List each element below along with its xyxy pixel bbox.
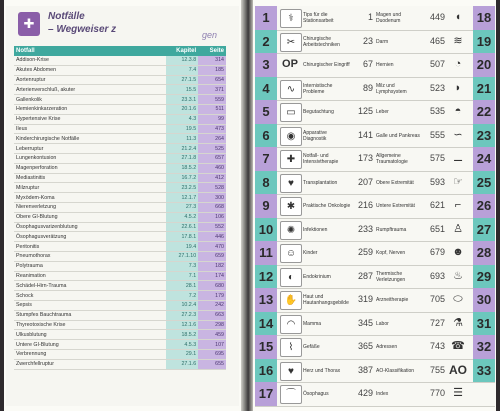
cell-name: Gallenkolik xyxy=(14,95,166,105)
page-header xyxy=(6,6,239,44)
chapter-number[interactable]: 14 xyxy=(255,312,277,336)
table-row xyxy=(14,134,226,144)
chapter-label: Galle und Pankreas xyxy=(376,132,420,139)
tab-row xyxy=(255,194,495,219)
tab-row xyxy=(255,218,495,243)
tab-row xyxy=(255,147,495,172)
cell-chapter: 18.5.2 xyxy=(166,163,198,173)
chapter-label: Milz und Lymphsystem xyxy=(376,82,407,95)
table-row xyxy=(14,359,226,369)
tab-row xyxy=(255,124,495,149)
chapter-label: Darm xyxy=(376,38,389,45)
cell-name: Stumpfes Bauchtrauma xyxy=(14,310,166,320)
table-row xyxy=(14,349,226,359)
chapter-label: Haut und Hautanhangsgebilde xyxy=(303,294,349,306)
cell-name: Milzruptur xyxy=(14,183,166,193)
chapter-number[interactable]: 12 xyxy=(255,265,277,289)
cell-page: 473 xyxy=(198,124,226,134)
op-icon: OP xyxy=(282,58,298,70)
chapter-number[interactable]: 28 xyxy=(473,241,495,265)
table-row xyxy=(14,95,226,105)
table-row xyxy=(14,330,226,340)
breast-icon: ◠ xyxy=(280,315,302,334)
tab-row xyxy=(255,171,495,196)
chapter-page: 287 xyxy=(357,270,373,281)
cell-chapter: 11.3 xyxy=(166,134,198,144)
chapter-page: 593 xyxy=(429,176,445,187)
chapter-page: 727 xyxy=(429,317,445,328)
table-row xyxy=(14,202,226,212)
cell-page: 655 xyxy=(198,359,226,369)
cell-page: 668 xyxy=(198,202,226,212)
heart-icon: ♥ xyxy=(280,362,302,381)
chapter-label: Ösophagus xyxy=(303,391,329,397)
tab-row xyxy=(255,53,495,78)
cell-chapter: 28.1 xyxy=(166,281,198,291)
cell-chapter: 18.5.2 xyxy=(166,330,198,340)
chapter-number[interactable]: 30 xyxy=(473,288,495,312)
table-row xyxy=(14,232,226,242)
chapter-page: 365 xyxy=(357,341,373,351)
chapter-page: 575 xyxy=(429,153,445,163)
chapter-number[interactable]: 25 xyxy=(473,171,495,195)
table-row xyxy=(14,85,226,95)
bacteria-icon: ✺ xyxy=(280,221,302,240)
chapter-page: 621 xyxy=(429,200,445,210)
book-spine xyxy=(241,0,253,411)
chapter-label: Notfall- und Intensivtherapie xyxy=(303,153,339,165)
stethoscope-icon: ⚕ xyxy=(280,9,302,28)
torso-icon: ♙ xyxy=(453,222,463,235)
cell-page: 242 xyxy=(198,300,226,310)
cell-name: Akutes Abdomen xyxy=(14,65,166,75)
tab-row xyxy=(255,241,495,266)
table-row xyxy=(14,300,226,310)
vessel-icon: ⌇ xyxy=(280,338,302,357)
chapter-page: 755 xyxy=(429,364,445,375)
cell-chapter: 7.3 xyxy=(166,261,198,271)
table-row xyxy=(14,163,226,173)
cell-chapter: 20.1.6 xyxy=(166,104,198,114)
tab-row xyxy=(255,77,495,102)
cell-chapter: 27.3 xyxy=(166,202,198,212)
cell-name: Ileus xyxy=(14,124,166,134)
cell-chapter: 7.2 xyxy=(166,291,198,301)
chapter-label: Obere Extremität xyxy=(376,179,414,186)
cell-chapter: 19.5 xyxy=(166,124,198,134)
cell-name: Lungenkontusion xyxy=(14,153,166,163)
chapter-page: 141 xyxy=(357,129,373,140)
table-row xyxy=(14,291,226,301)
cell-chapter: 17.8.1 xyxy=(166,232,198,242)
chapter-page: 173 xyxy=(357,153,373,163)
chapter-label: Chirurgische Arbeitstechniken xyxy=(303,35,340,48)
chapter-label: Gefäße xyxy=(303,344,320,350)
chapter-number[interactable]: 26 xyxy=(473,194,495,218)
chapter-page: 770 xyxy=(429,388,445,398)
chapter-page: 429 xyxy=(357,388,373,398)
chapter-number[interactable]: 2 xyxy=(255,30,277,54)
chapter-label: Labor xyxy=(376,320,389,327)
right-page xyxy=(255,6,495,406)
cell-chapter: 7.4 xyxy=(166,65,198,75)
chapter-label: Kinder xyxy=(303,250,318,256)
chapter-page: 345 xyxy=(357,317,373,328)
chapter-label: Kopf, Nerven xyxy=(376,250,406,256)
cell-chapter: 27.1.6 xyxy=(166,359,198,369)
bone-icon: ⚊ xyxy=(453,152,463,164)
cell-page: 412 xyxy=(198,173,226,183)
chapter-page: 1 xyxy=(367,12,373,22)
table-row xyxy=(14,320,226,330)
cell-page: 654 xyxy=(198,75,226,85)
chapter-page: 216 xyxy=(357,200,373,210)
table-row xyxy=(14,104,226,114)
chapter-number[interactable]: 21 xyxy=(473,77,495,101)
emergency-table xyxy=(14,46,226,370)
tab-row xyxy=(255,30,495,55)
chapter-number[interactable]: 19 xyxy=(473,30,495,54)
chapter-number[interactable]: 22 xyxy=(473,100,495,124)
cell-name: Pneumothorax xyxy=(14,251,166,261)
chapter-number[interactable]: 29 xyxy=(473,265,495,289)
table-row xyxy=(14,281,226,291)
stomach-icon: ◖ xyxy=(454,11,462,23)
chapter-number[interactable]: 20 xyxy=(473,53,495,77)
column-header-name: Notfall xyxy=(14,46,166,56)
cell-page: 182 xyxy=(198,261,226,271)
cell-chapter: 4.5.3 xyxy=(166,340,198,350)
liver-icon: ◓ xyxy=(454,105,462,117)
cell-name: Arterienverschluß, akuter xyxy=(14,85,166,95)
cell-name: Ösophagusvarizenblutung xyxy=(14,222,166,232)
cell-chapter: 27.1.10 xyxy=(166,251,198,261)
cell-page: 460 xyxy=(198,163,226,173)
cell-name: Aortenruptur xyxy=(14,75,166,85)
cell-name: Schädel-Hirn-Trauma xyxy=(14,281,166,291)
cell-chapter: 12.1.6 xyxy=(166,320,198,330)
cell-name: Leberruptur xyxy=(14,144,166,154)
transplant-icon: ♥ xyxy=(280,174,302,193)
ecg-icon: ∿ xyxy=(280,80,302,99)
table-row xyxy=(14,75,226,85)
chapter-label: AO-Klassifikation xyxy=(376,367,415,374)
chapter-label: Internistische Probleme xyxy=(303,82,333,95)
cell-page: 559 xyxy=(198,95,226,105)
chapter-number[interactable]: 33 xyxy=(473,359,495,383)
cell-chapter: 16.7.2 xyxy=(166,173,198,183)
cell-name: Nierenverletzung xyxy=(14,202,166,212)
tab-row xyxy=(255,100,495,125)
table-row xyxy=(14,261,226,271)
cell-name: Magenperforation xyxy=(14,163,166,173)
chapter-label: Hernien xyxy=(376,62,394,68)
cell-name: Obere GI-Blutung xyxy=(14,212,166,222)
chapter-page: 67 xyxy=(362,59,373,69)
chapter-number[interactable]: 13 xyxy=(255,288,277,312)
book-cover-left xyxy=(0,0,4,411)
cell-name: Myxödem-Koma xyxy=(14,193,166,203)
cell-page: 525 xyxy=(198,144,226,154)
esophagus-icon: ⌒ xyxy=(280,385,302,404)
tab-row xyxy=(255,359,495,384)
page-title-line1: Notfälle xyxy=(48,11,85,22)
table-row xyxy=(14,271,226,281)
tab-row xyxy=(255,265,495,290)
chapter-number[interactable]: 9 xyxy=(255,194,277,218)
cell-page: 446 xyxy=(198,232,226,242)
cell-page: 552 xyxy=(198,222,226,232)
cell-name: Ulkusblutung xyxy=(14,330,166,340)
chapter-page: 23 xyxy=(362,35,373,46)
chapter-number[interactable]: 11 xyxy=(255,241,277,265)
bed-icon: ▭ xyxy=(280,103,302,122)
chapter-number[interactable]: 23 xyxy=(473,124,495,148)
surgeon-icon: ✂ xyxy=(280,33,302,52)
cell-name: Hemienkinkarzeration xyxy=(14,104,166,114)
cell-page: 106 xyxy=(198,212,226,222)
arm-icon: ☞ xyxy=(453,175,463,188)
ambulance-icon: ✚ xyxy=(280,150,302,169)
child-icon: ☺ xyxy=(280,244,302,263)
cell-page: 528 xyxy=(198,183,226,193)
cell-chapter: 23.2.5 xyxy=(166,183,198,193)
chapter-label: Tips für die Stationsarbeit xyxy=(303,12,334,24)
chapter-number[interactable]: 4 xyxy=(255,77,277,101)
chapter-number[interactable]: 17 xyxy=(255,382,277,406)
chapter-page: 449 xyxy=(429,12,445,22)
table-row xyxy=(14,251,226,261)
cell-chapter: 15.5 xyxy=(166,85,198,95)
cell-page: 470 xyxy=(198,242,226,252)
chapter-label: Allgemeine Traumatologie xyxy=(376,153,408,165)
chapter-number[interactable]: 3 xyxy=(255,53,277,77)
cell-name: Thyreotoxische Krise xyxy=(14,320,166,330)
leg-icon: ⌐ xyxy=(454,199,462,211)
cell-page: 695 xyxy=(198,349,226,359)
pancreas-icon: ∽ xyxy=(453,128,463,141)
scanner-icon: ◉ xyxy=(280,127,302,146)
chapter-page: 693 xyxy=(429,270,445,281)
chapter-label: Leber xyxy=(376,109,389,115)
chapter-number[interactable]: 15 xyxy=(255,335,277,359)
intestine-icon: ≋ xyxy=(453,34,463,47)
chapter-page: 259 xyxy=(357,247,373,257)
table-row xyxy=(14,310,226,320)
cell-chapter: 27.1.8 xyxy=(166,153,198,163)
chapter-page: 233 xyxy=(357,223,373,234)
column-header-chapter: Kapitel xyxy=(166,46,198,56)
chapter-page: 523 xyxy=(429,82,445,93)
cell-page: 680 xyxy=(198,281,226,291)
cell-name: Zwerchfellruptur xyxy=(14,359,166,369)
chapter-page: 507 xyxy=(429,59,445,69)
cell-chapter: 12.3.8 xyxy=(166,56,198,65)
chapter-label: Adressen xyxy=(376,344,398,350)
hospital-icon: ✚ xyxy=(18,12,40,36)
table-row xyxy=(14,183,226,193)
page-title-line3: gen xyxy=(202,30,218,40)
chapter-page: 535 xyxy=(429,106,445,116)
chapter-number[interactable]: 32 xyxy=(473,335,495,359)
table-row xyxy=(14,242,226,252)
cell-chapter: 19.4 xyxy=(166,242,198,252)
table-row xyxy=(14,340,226,350)
cell-chapter: 4.3 xyxy=(166,114,198,124)
cell-name: Reanimation xyxy=(14,271,166,281)
chapter-label: Untere Extremität xyxy=(376,203,415,209)
cell-chapter: 4.5.2 xyxy=(166,212,198,222)
chapter-label: Herz und Thorax xyxy=(303,367,341,374)
cell-chapter: 21.2.4 xyxy=(166,144,198,154)
chapter-label: Rumpftrauma xyxy=(376,226,407,233)
table-row xyxy=(14,212,226,222)
chapter-label: Infektionen xyxy=(303,226,328,233)
table-row xyxy=(14,153,226,163)
chapter-page: 555 xyxy=(429,129,445,140)
chapter-label: Praktische Onkologie xyxy=(303,203,351,209)
cell-page: 371 xyxy=(198,85,226,95)
oncology-icon: ✱ xyxy=(280,197,302,216)
chapter-label: Chirurgischer Eingriff xyxy=(303,62,350,68)
chapter-number[interactable]: 16 xyxy=(255,359,277,383)
cell-page: 659 xyxy=(198,251,226,261)
page-title-line2: – Wegweiser z xyxy=(48,24,117,35)
chapter-number[interactable]: 7 xyxy=(255,147,277,171)
spleen-icon: ◗ xyxy=(454,81,462,94)
cell-chapter: 10.2.4 xyxy=(166,300,198,310)
index-icon: ☰ xyxy=(453,387,463,399)
chapter-label: Arzneitherapie xyxy=(376,297,409,303)
book-cover-right xyxy=(496,0,500,411)
table-row xyxy=(14,144,226,154)
cell-name: Kinderchirurgische Notfälle xyxy=(14,134,166,144)
chapter-page: 319 xyxy=(357,294,373,304)
chapter-page: 125 xyxy=(357,106,373,116)
chapter-number[interactable]: 5 xyxy=(255,100,277,124)
cell-chapter: 27.1.5 xyxy=(166,75,198,85)
cell-chapter: 22.6.1 xyxy=(166,222,198,232)
tab-row xyxy=(255,6,495,31)
microscope-icon: ⚗ xyxy=(453,316,463,329)
chapter-label: Thermische Verletzungen xyxy=(376,270,406,283)
cell-page: 511 xyxy=(198,104,226,114)
cell-chapter: 12.1.7 xyxy=(166,193,198,203)
chapter-number[interactable]: 10 xyxy=(255,218,277,242)
chapter-label: Magen und Duodenum xyxy=(376,12,402,24)
table-row xyxy=(14,124,226,134)
tab-row xyxy=(255,335,495,360)
cell-page: 459 xyxy=(198,330,226,340)
chapter-label: Endokrinium xyxy=(303,273,331,280)
chapter-page: 743 xyxy=(429,341,445,351)
chapter-label: Transplantation xyxy=(303,179,338,186)
chapter-number[interactable]: 18 xyxy=(473,6,495,30)
table-row xyxy=(14,65,226,75)
chapter-number[interactable]: 8 xyxy=(255,171,277,195)
flame-icon: ♨ xyxy=(453,269,463,282)
gland-icon: ◐ xyxy=(280,268,302,287)
cell-page: 107 xyxy=(198,340,226,350)
chapter-number[interactable]: 27 xyxy=(473,218,495,242)
pill-icon: ⬭ xyxy=(453,293,463,305)
chapter-page: 207 xyxy=(357,176,373,187)
cell-name: Polytrauma xyxy=(14,261,166,271)
cell-page: 179 xyxy=(198,291,226,301)
chapter-page: 679 xyxy=(429,247,445,257)
chapter-number[interactable]: 1 xyxy=(255,6,277,30)
cell-page: 300 xyxy=(198,193,226,203)
cell-page: 663 xyxy=(198,310,226,320)
chapter-label: Mamma xyxy=(303,320,322,327)
phone-icon: ☎ xyxy=(451,340,465,352)
head-icon: ☻ xyxy=(452,246,464,258)
chapter-number[interactable]: 6 xyxy=(255,124,277,148)
cell-name: Ösophagusverätzung xyxy=(14,232,166,242)
cell-chapter: 23.3.1 xyxy=(166,95,198,105)
chapter-page: 651 xyxy=(429,223,445,234)
chapter-label: Apparative Diagnostik xyxy=(303,129,327,142)
table-row xyxy=(14,114,226,124)
left-page xyxy=(6,6,239,406)
table-row xyxy=(14,173,226,183)
cell-page: 264 xyxy=(198,134,226,144)
cell-page: 657 xyxy=(198,153,226,163)
cell-page: 99 xyxy=(198,114,226,124)
cell-chapter: 27.2.3 xyxy=(166,310,198,320)
chapter-label: Begutachtung xyxy=(303,109,334,115)
hand-icon: ✋ xyxy=(280,291,302,310)
tab-row xyxy=(255,312,495,337)
cell-name: Schock xyxy=(14,291,166,301)
cell-page: 174 xyxy=(198,271,226,281)
cell-name: Verbrennung xyxy=(14,349,166,359)
cell-name: Hypertensive Krise xyxy=(14,114,166,124)
chapter-page: 465 xyxy=(429,35,445,46)
column-header-page: Seite xyxy=(198,46,226,56)
cell-chapter: 7.1 xyxy=(166,271,198,281)
cell-page: 185 xyxy=(198,65,226,75)
cell-name: Addison-Krise xyxy=(14,56,166,65)
chapter-number[interactable]: 31 xyxy=(473,312,495,336)
chapter-page: 705 xyxy=(429,294,445,304)
cell-chapter: 29.1 xyxy=(166,349,198,359)
cell-name: Untere GI-Blutung xyxy=(14,340,166,350)
chapter-label: Index xyxy=(376,391,389,397)
chapter-number[interactable]: 24 xyxy=(473,147,495,171)
ao-icon: AO xyxy=(449,362,467,377)
cell-page: 314 xyxy=(198,56,226,65)
cell-name: Peritonitis xyxy=(14,242,166,252)
hernia-icon: ◔ xyxy=(454,58,462,70)
cell-page: 298 xyxy=(198,320,226,330)
chapter-page: 89 xyxy=(362,82,373,93)
tab-row xyxy=(255,288,495,313)
table-row xyxy=(14,222,226,232)
chapter-page: 387 xyxy=(357,364,373,375)
tab-row xyxy=(255,382,495,407)
table-row xyxy=(14,56,226,65)
cell-name: Sepsis xyxy=(14,300,166,310)
cell-name: Mediastinitis xyxy=(14,173,166,183)
table-row xyxy=(14,193,226,203)
